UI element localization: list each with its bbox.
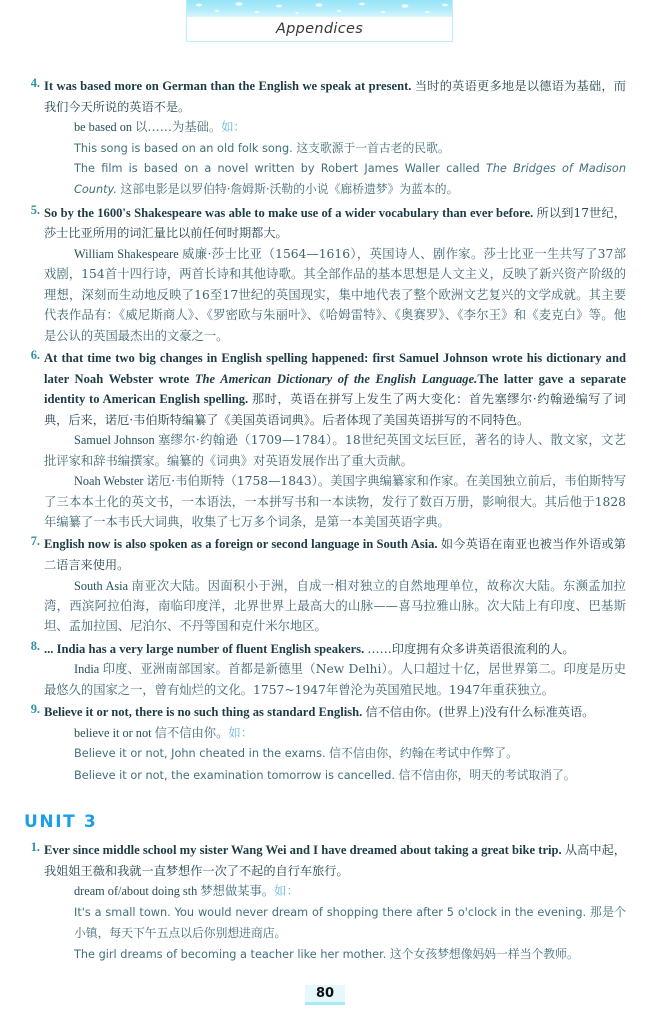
- background-note-body: 诺厄·韦伯斯特（1758—1843）。美国字典编纂家和作家。在美国独立前后，韦伯斯特写了三本本土化的英文书，一本语法，一本拼写书和一本读物，发行了数百万册，影响很大。其后他于1828年编纂了一本韦氏大词典，收集了七万多个词条，是第一本美国英语字典。: [44, 474, 626, 530]
- background-note-body: 南亚次大陆。因面积小于洲，自成一相对独立的自然地理单位，故称次大陆。东濒孟加拉湾，西滨阿拉伯海，南临印度洋，北界世界上最高大的山脉——喜马拉雅山脉。次大陆上有印度、巴基斯坦、孟加拉国、尼泊尔、不丹等国和克什米尔地区。: [44, 578, 626, 634]
- item-lead: [44, 76, 650, 117]
- note-eg-marker: 如：: [221, 120, 246, 135]
- header-title: Appendices: [275, 21, 364, 37]
- note-eg-marker: 如：: [274, 884, 299, 899]
- unit-notes-list: [0, 840, 650, 966]
- background-note-body: 威廉·莎士比亚（1564—1616），英国诗人、剧作家。莎士比亚一生共写了37部戏剧，154首十四行诗，两首长诗和其他诗歌。其全部作品的基本思想是人文主义，反映了新兴资产阶级的理想，深刻而生动地反映了16至17世纪的英国现实，集中地代表了整个欧洲文艺复兴的文学成就。其主要代表作品有：《威尼斯商人》、《罗密欧与朱丽叶》、《哈姆雷特》、《奥赛罗》、《李尔王》和《麦克白》等。他是公认的英国最杰出的文豪之一。: [44, 247, 626, 343]
- item-lead: [44, 840, 650, 881]
- background-note-body: 印度、亚洲南部国家。首都是新德里（New Delhi）。人口超过十亿，居世界第二。印度是历史最悠久的国家之一，曾有灿烂的文化。1757~1947年曾沦为英国殖民地。1947年重获独立。: [44, 662, 627, 697]
- notes-list: [0, 76, 650, 786]
- note-line: [44, 723, 650, 743]
- item-number: 4.: [30, 76, 40, 90]
- example-title-italic: The Bridges of Madison County.: [74, 162, 626, 197]
- background-note-term: South Asia: [74, 578, 132, 593]
- item-lead: [44, 534, 650, 575]
- background-note: [44, 576, 650, 637]
- running-header: [186, 0, 453, 42]
- item-lead-translation: 当时的英语更多地是以德语为基础，而我们今天所说的英语不是。: [44, 79, 626, 114]
- note-translation: 以……为基础。: [135, 120, 222, 135]
- item-lead-english: So by the 1600's Shakespeare was able to make use of a wider vocabulary than ever before.: [44, 205, 534, 220]
- note-translation: 信不信由你。: [154, 725, 229, 740]
- note-headword: dream of/about doing sth: [74, 884, 201, 899]
- example-sentence: [44, 944, 650, 965]
- background-note-term: Noah Webster: [74, 474, 147, 489]
- example-sentence: [44, 902, 650, 945]
- note-item: [0, 534, 650, 636]
- note-headword: be based on: [74, 120, 136, 135]
- example-translation: 那是个小镇，每天下午五点以后你别想进商店。: [74, 904, 626, 941]
- note-item: [0, 203, 650, 346]
- item-number: 7.: [30, 534, 40, 549]
- note-line: [44, 117, 650, 137]
- example-sentence: [44, 743, 650, 764]
- item-lead: [44, 702, 650, 723]
- page-number-badge: 80: [305, 985, 345, 1005]
- background-note: [44, 471, 650, 532]
- example-sentence: [44, 138, 650, 159]
- note-item: [0, 348, 650, 532]
- item-lead-english: ... India has a very large number of fluent English speakers.: [44, 641, 365, 656]
- item-lead: [44, 348, 650, 430]
- item-lead-english-tail: The latter gave a separate identity to American English spelling.: [44, 371, 627, 407]
- example-translation: 信不信由你，明天的考试取消了。: [398, 767, 576, 782]
- background-note-body: 塞缪尔·约翰逊（1709—1784）。18世纪英国文坛巨匠，著名的诗人、散文家，文艺批评家和辞书编撰家。编纂的《词典》对英语发展作出了重大贡献。: [44, 433, 626, 468]
- item-lead-translation: 所以到17世纪，莎士比亚所用的词汇量比以前任何时期都大。: [44, 205, 626, 241]
- note-eg-marker: 如：: [228, 725, 253, 740]
- item-lead-translation: ……印度拥有众多讲英语很流利的人。: [367, 641, 575, 656]
- example-english: The girl dreams of becoming a teacher like her mother.: [74, 948, 390, 962]
- page-content: [0, 76, 650, 968]
- example-translation: 信不信由你，约翰在考试中作弊了。: [329, 746, 518, 761]
- unit-heading: UNIT 3: [24, 812, 98, 833]
- water-texture-banner: [187, 0, 452, 17]
- note-item: [0, 639, 650, 700]
- example-english: Believe it or not, John cheated in the exams.: [74, 747, 330, 761]
- item-number: 9.: [30, 702, 40, 717]
- example-translation: 这支歌源于一首古老的民歌。: [296, 140, 450, 155]
- example-sentence: [44, 765, 650, 786]
- background-note-term: Samuel Johnson: [74, 433, 159, 448]
- item-lead-english: It was based more on German than the English we speak at present.: [44, 79, 412, 93]
- item-lead-english: English now is also spoken as a foreign or second language in South Asia.: [44, 537, 438, 552]
- item-lead-english: Ever since middle school my sister Wang Wei and I have dreamed about taking a great bike trip.: [44, 843, 562, 858]
- note-translation: 梦想做某事。: [200, 884, 275, 899]
- example-translation: 这部电影是以罗伯特·詹姆斯·沃勒的小说《廊桥遗梦》为蓝本的。: [120, 182, 459, 197]
- item-number: 6.: [30, 348, 40, 363]
- example-translation: 这个女孩梦想像妈妈一样当个教师。: [389, 947, 579, 962]
- example-english: This song is based on an old folk song.: [74, 141, 297, 155]
- note-line: [44, 881, 650, 901]
- background-note-term: William Shakespeare: [74, 247, 183, 261]
- note-item: [0, 840, 650, 966]
- note-item: [0, 76, 650, 201]
- item-lead-english-italic: The American Dictionary of the English Language.: [194, 371, 478, 386]
- example-english: Believe it or not, the examination tomorrow is cancelled.: [74, 768, 399, 782]
- item-lead-translation: 信不信由你。(世界上)没有什么标准英语。: [365, 705, 595, 720]
- note-headword: believe it or not: [74, 725, 155, 740]
- item-lead-english: Believe it or not, there is no such thing as standard English.: [44, 705, 363, 720]
- item-lead-english: At that time two big changes in English spelling happened: first Samuel Johnson wrote his dictionary and later Noah Webster wrote: [44, 351, 626, 386]
- background-note: [44, 659, 650, 700]
- item-lead: [44, 639, 650, 660]
- note-item: [0, 702, 650, 786]
- item-lead-translation: 如今英语在南亚也被当作外语或第二语言来使用。: [44, 537, 626, 573]
- example-english: The film is based on a novel written by Robert James Waller called: [74, 162, 486, 175]
- example-sentence: [44, 159, 650, 201]
- background-note: [44, 430, 650, 471]
- item-number: 8.: [30, 638, 40, 653]
- item-number: 1.: [30, 840, 40, 855]
- background-note-term: India: [74, 662, 103, 677]
- item-lead: [44, 203, 650, 244]
- background-note: [44, 244, 650, 346]
- item-lead-translation: 那时，英语在拼写上发生了两大变化：首先塞缪尔·约翰逊编写了词典，后来，诺厄·韦伯斯特编纂了《美国英语词典》。后者体现了美国英语拼写的不同特色。: [44, 392, 626, 427]
- example-english: It's a small town. You would never dream of shopping there after 5 o'clock in the evening.: [74, 905, 591, 919]
- item-number: 5.: [30, 202, 40, 217]
- item-lead-translation: 从高中起，我姐姐王薇和我就一直梦想作一次了不起的自行车旅行。: [44, 843, 626, 878]
